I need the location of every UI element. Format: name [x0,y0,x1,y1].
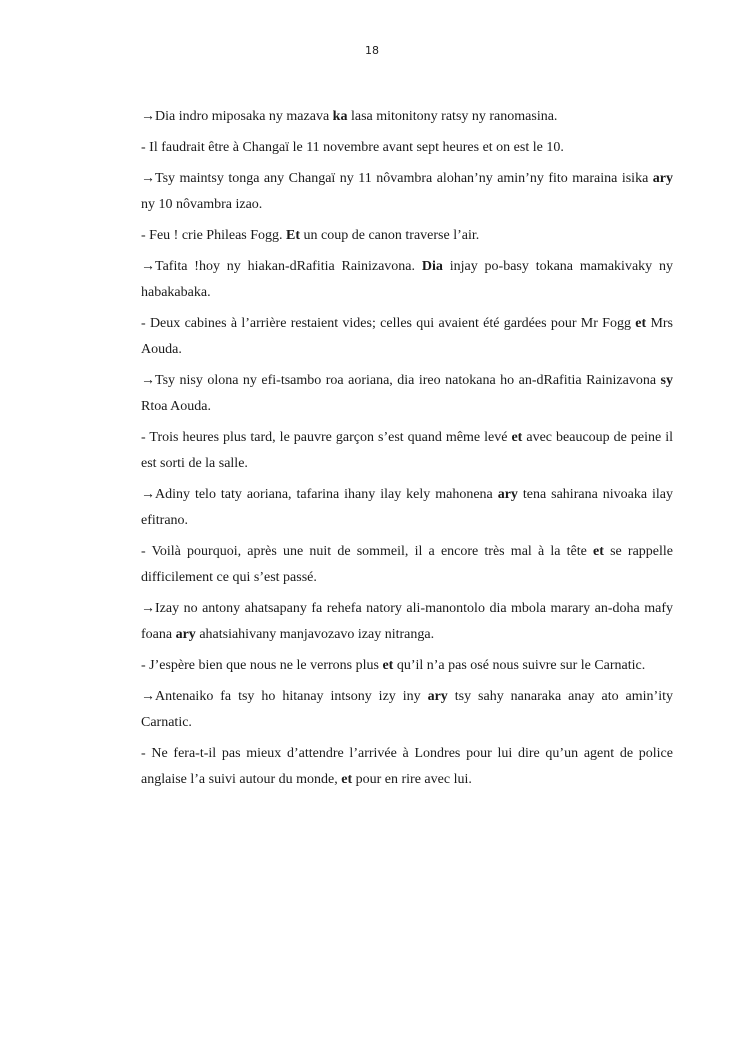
paragraph-french: - Deux cabines à l’arrière restaient vides; celles qui avaient été gardées pour Mr Fogg et Mrs Aouda. [141,316,674,357]
bold-conjunction: ary [497,487,518,502]
bold-conjunction: ary [652,171,673,186]
bold-conjunction: et [382,658,394,673]
bold-conjunction: ary [427,689,448,704]
bold-conjunction: et [635,316,647,331]
text-body [141,104,673,798]
bold-conjunction: Et [286,228,301,243]
bold-conjunction: ary [175,627,196,642]
paragraph-malagasy: →Tsy nisy olona ny efi-tsambo roa aoriana, dia ireo natokana ho an-dRafitia Rainizavona sy Rtoa Aouda. [141,373,673,414]
paragraph-malagasy: →Dia indro miposaka ny mazava ka lasa mitonitony ratsy ny ranomasina. [141,109,558,124]
bold-conjunction: ka [332,109,348,124]
paragraph-french: - Feu ! crie Phileas Fogg. Et un coup de canon traverse l’air. [141,228,480,243]
paragraph-french: - J’espère bien que nous ne le verrons plus et qu’il n’a pas osé nous suivre sur le Carnatic. [141,658,646,673]
paragraph-malagasy: →Antenaiko fa tsy ho hitanay intsony izy iny ary tsy sahy nanaraka anay ato amin’ity Carnatic. [141,689,673,730]
bold-conjunction: et [593,544,604,559]
page-number: 18 [365,44,379,57]
bold-conjunction: sy [660,373,673,388]
paragraph-malagasy: →Tafita !hoy ny hiakan-dRafitia Rainizavona. Dia injay po-basy tokana mamakivaky ny habakabaka. [141,259,674,300]
paragraph-malagasy: →Tsy maintsy tonga any Changaï ny 11 nôvambra alohan’ny amin’ny fito maraina isika ary ny 10 nôvambra izao. [141,171,673,212]
bold-conjunction: et [341,772,353,787]
bold-conjunction: et [511,430,523,445]
paragraph-malagasy: →Adiny telo taty aoriana, tafarina ihany ilay kely mahonena ary tena sahirana nivoaka ilay efitrano. [141,487,673,528]
paragraph-malagasy: →Izay no antony ahatsapany fa rehefa natory ali-manontolo dia mbola marary an-doha mafy foana ary ahatsiahivany manjavozavo izay nitranga. [141,601,673,642]
paragraph-french: - Il faudrait être à Changaï le 11 novembre avant sept heures et on est le 10. [141,140,564,155]
bold-conjunction: Dia [421,259,443,274]
paragraph-french: - Voilà pourquoi, après une nuit de sommeil, il a encore très mal à la tête et se rappelle difficilement ce qui s’est passé. [141,544,673,585]
paragraph-french: - Trois heures plus tard, le pauvre garçon s’est quand même levé et avec beaucoup de peine il est sorti de la salle. [141,430,674,471]
paragraph-french: - Ne fera-t-il pas mieux d’attendre l’arrivée à Londres pour lui dire qu’un agent de police anglaise l’a suivi autour du monde, et pour en rire avec lui. [141,746,673,787]
